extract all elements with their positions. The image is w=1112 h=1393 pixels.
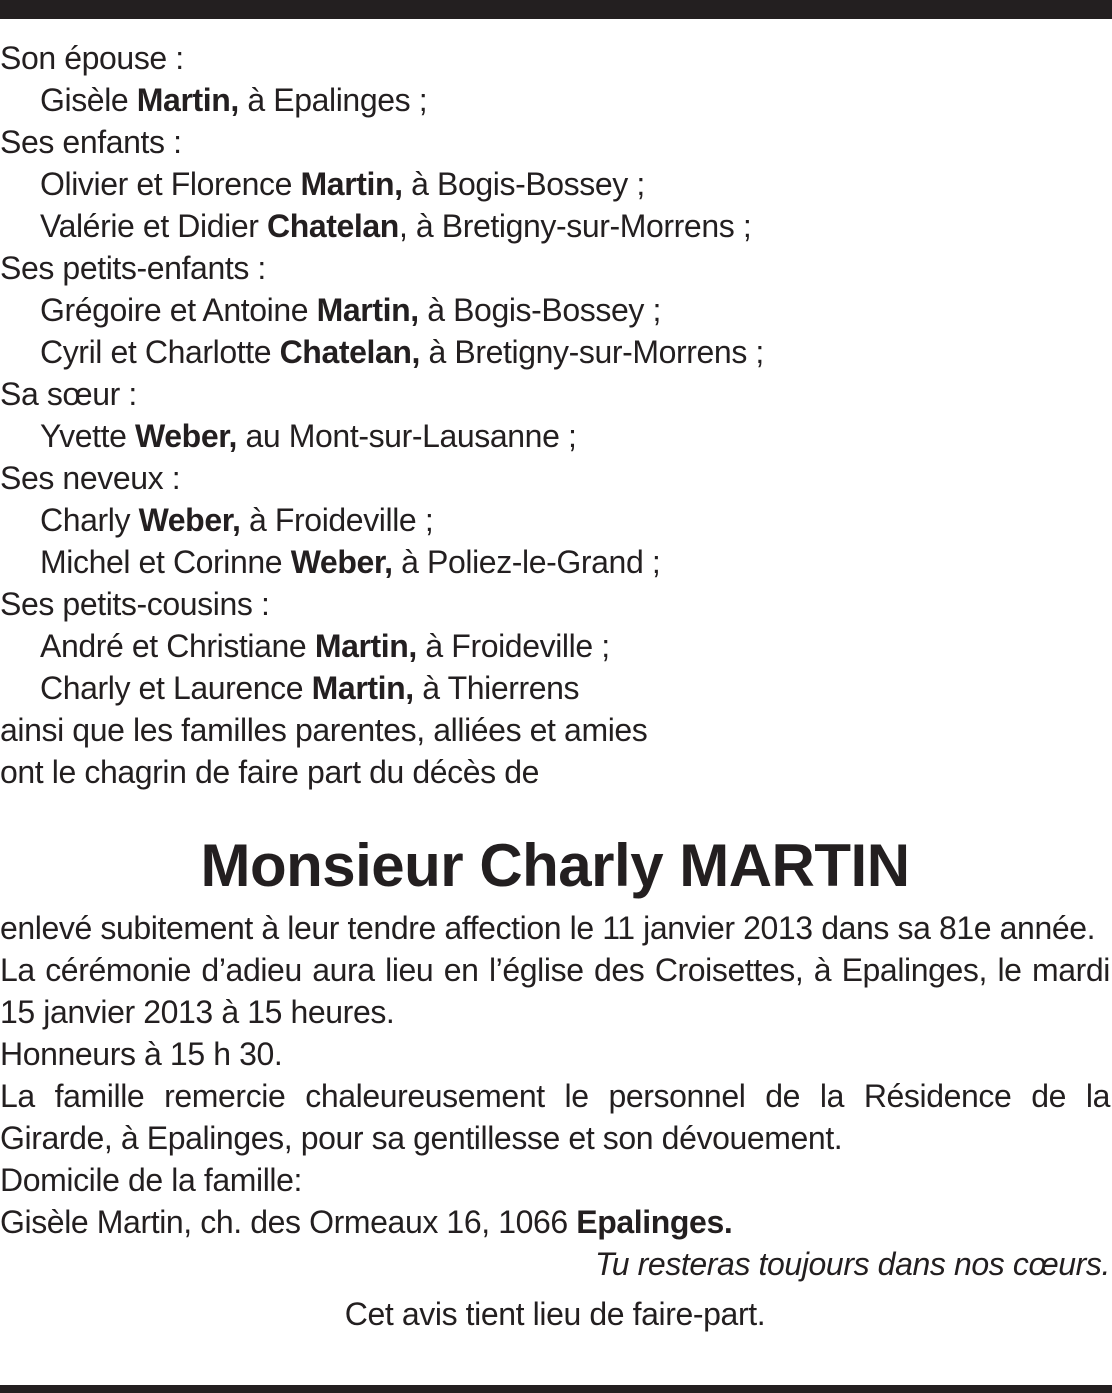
heading-spouse: Son épouse : xyxy=(0,40,184,76)
family-member: Charly Weber, à Froideville ; xyxy=(40,502,434,538)
heading-sister: Sa sœur : xyxy=(0,376,137,412)
family-member: Cyril et Charlotte Chatelan, à Bretigny-sur-Morrens ; xyxy=(40,334,764,370)
family-member: Valérie et Didier Chatelan, à Bretigny-sur-Morrens ; xyxy=(40,208,752,244)
address-city: Epalinges. xyxy=(576,1204,733,1240)
family-member: Olivier et Florence Martin, à Bogis-Bossey ; xyxy=(40,166,645,202)
top-rule xyxy=(0,0,1112,19)
family-member: Gisèle Martin, à Epalinges ; xyxy=(40,82,428,118)
family-member: Grégoire et Antoine Martin, à Bogis-Bossey ; xyxy=(40,292,661,328)
bottom-rule xyxy=(0,1385,1112,1393)
heading-grandchildren: Ses petits-enfants : xyxy=(0,250,266,286)
paragraph-passing: enlevé subitement à leur tendre affection le 11 janvier 2013 dans sa 81e année. xyxy=(0,910,1096,946)
family-address: Gisèle Martin, ch. des Ormeaux 16, 1066 Epalinges. xyxy=(0,1204,733,1240)
obituary-notice xyxy=(0,37,1110,1335)
paragraph-thanks: La famille remercie chaleureusement le personnel de la Résidence de la Girarde, à Epalinges, pour sa gentillesse et son dévouement. xyxy=(0,1078,1110,1156)
memorial-quote: Tu resteras toujours dans nos cœurs. xyxy=(595,1246,1110,1282)
deceased-name: Monsieur Charly MARTIN xyxy=(200,832,910,899)
family-member: Michel et Corinne Weber, à Poliez-le-Grand ; xyxy=(40,544,661,580)
heading-children: Ses enfants : xyxy=(0,124,182,160)
heading-cousins: Ses petits-cousins : xyxy=(0,586,270,622)
notice-text: Cet avis tient lieu de faire-part. xyxy=(344,1296,766,1332)
paragraph-domicile: Domicile de la famille: xyxy=(0,1162,303,1198)
family-member: Charly et Laurence Martin, à Thierrens xyxy=(40,670,580,706)
closing-line: ainsi que les familles parentes, alliées et amies xyxy=(0,712,648,748)
heading-nephews: Ses neveux : xyxy=(0,460,181,496)
family-member: André et Christiane Martin, à Froideville ; xyxy=(40,628,610,664)
paragraph-ceremony: La cérémonie d’adieu aura lieu en l’église des Croisettes, à Epalinges, le mardi 15 janvier 2013 à 15 heures. xyxy=(0,952,1110,1030)
paragraph-honours: Honneurs à 15 h 30. xyxy=(0,1036,283,1072)
family-member: Yvette Weber, au Mont-sur-Lausanne ; xyxy=(40,418,577,454)
closing-line: ont le chagrin de faire part du décès de xyxy=(0,754,540,790)
family-list xyxy=(0,37,1110,709)
